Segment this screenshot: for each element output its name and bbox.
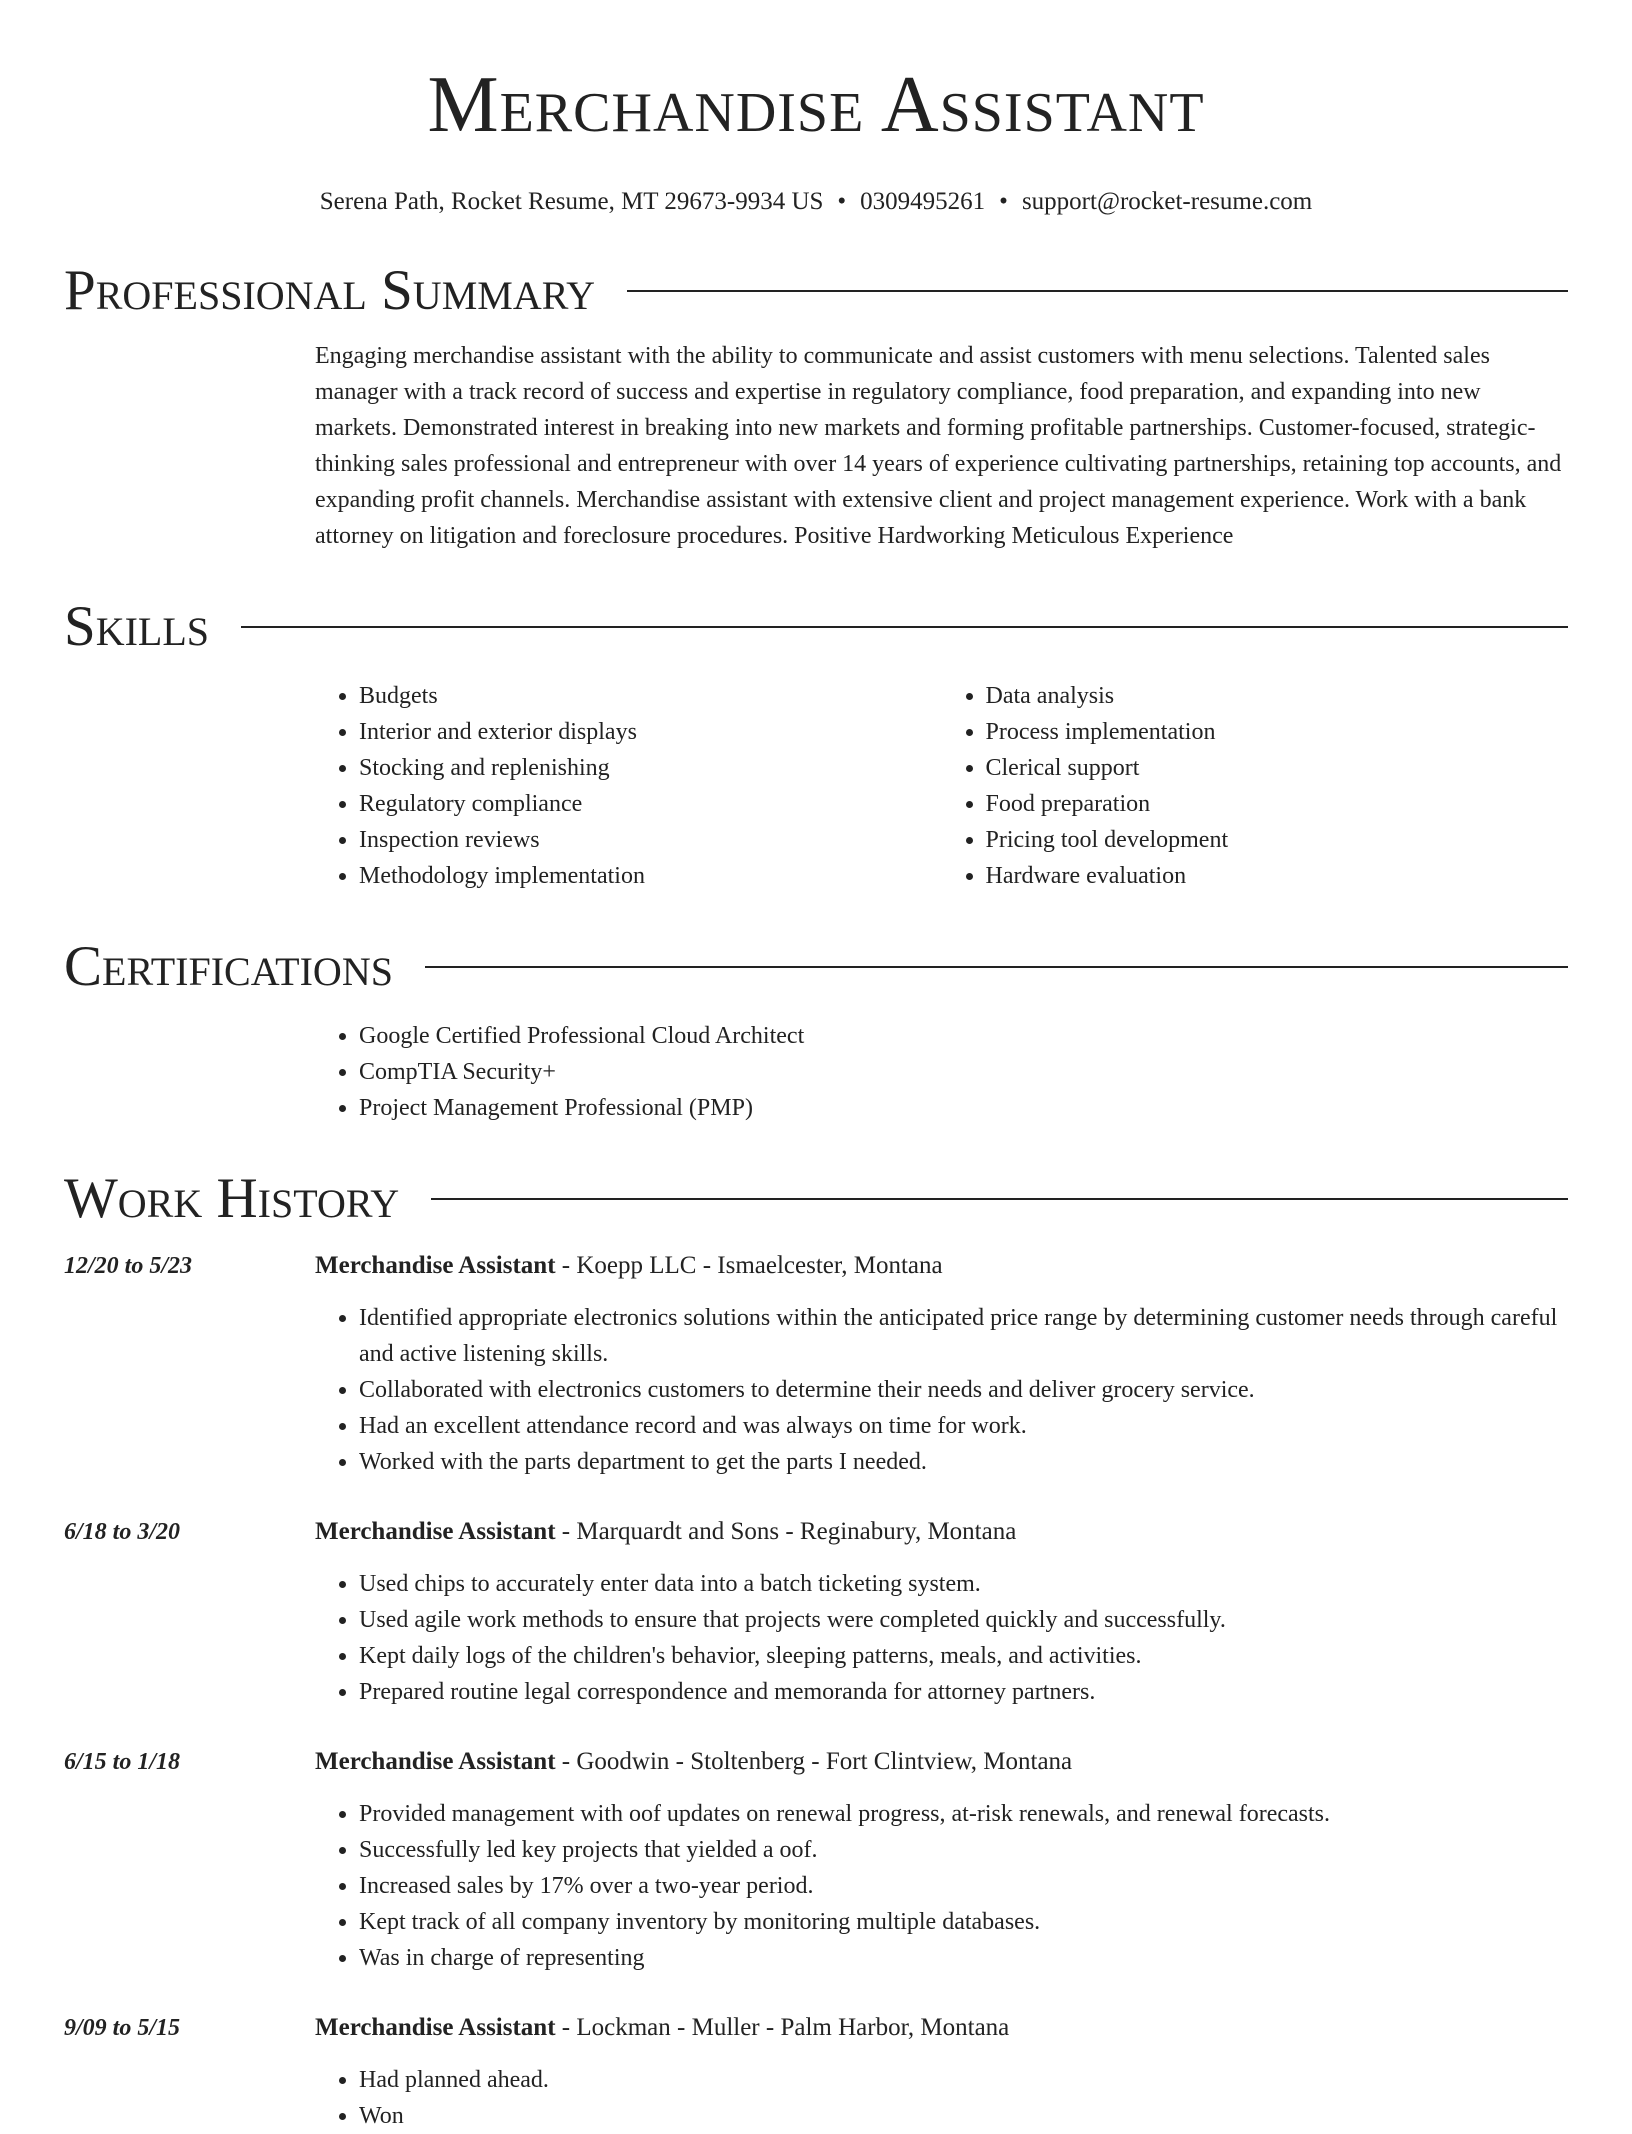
skill-item: • Process implementation bbox=[986, 714, 1569, 750]
skill-item: • Methodology implementation bbox=[359, 858, 942, 894]
skill-item: • Pricing tool development bbox=[986, 822, 1569, 858]
job-entry bbox=[64, 1744, 1568, 1976]
job-bullet: • Was in charge of representing bbox=[359, 1940, 1568, 1976]
job-title: Merchandise Assistant bbox=[315, 1518, 556, 1545]
certifications-list bbox=[315, 1018, 1568, 1126]
job-bullets bbox=[315, 1300, 1568, 1480]
skills-list bbox=[315, 678, 1568, 894]
job-bullets bbox=[315, 1566, 1568, 1710]
job-dates: 6/18 to 3/20 bbox=[64, 1519, 181, 1545]
job-dates: 9/09 to 5/15 bbox=[64, 2015, 181, 2041]
job-dates: 12/20 to 5/23 bbox=[64, 1253, 193, 1279]
job-bullet: • Had an excellent attendance record and was always on time for work. bbox=[359, 1408, 1568, 1444]
job-bullet: • Increased sales by 17% over a two-year period. bbox=[359, 1868, 1568, 1904]
job-entry bbox=[64, 2010, 1568, 2134]
job-title-line bbox=[315, 1248, 1568, 1284]
job-title-line bbox=[315, 2010, 1568, 2046]
section-divider bbox=[431, 1198, 1568, 1200]
skills-heading: Skills bbox=[64, 595, 210, 658]
job-bullets bbox=[315, 1796, 1568, 1976]
job-company: - Lockman - Muller - Palm Harbor, Montana bbox=[555, 2014, 1010, 2041]
resume-name: Merchandise Assistant bbox=[427, 61, 1205, 149]
skill-item: • Inspection reviews bbox=[359, 822, 942, 858]
certifications-section-header bbox=[64, 936, 1568, 998]
job-detail bbox=[315, 1248, 1568, 1480]
skill-item: • Regulatory compliance bbox=[359, 786, 942, 822]
summary-section-header bbox=[64, 260, 1568, 322]
skill-item: • Stocking and replenishing bbox=[359, 750, 942, 786]
job-title-line bbox=[315, 1744, 1568, 1780]
job-detail bbox=[315, 2010, 1568, 2134]
contact-phone: 0309495261 bbox=[860, 188, 986, 215]
contact-address: Serena Path, Rocket Resume, MT 29673-9934 US bbox=[319, 188, 824, 215]
certifications-bullets bbox=[315, 1018, 1568, 1126]
contact-separator: • bbox=[837, 188, 847, 215]
job-bullet: • Used agile work methods to ensure that projects were completed quickly and successfully. bbox=[359, 1602, 1568, 1638]
job-dates: 6/15 to 1/18 bbox=[64, 1749, 181, 1775]
contact-email: support@rocket-resume.com bbox=[1021, 188, 1313, 215]
job-entry bbox=[64, 1514, 1568, 1710]
certification-item: • Project Management Professional (PMP) bbox=[359, 1090, 1568, 1126]
skill-item: • Interior and exterior displays bbox=[359, 714, 942, 750]
job-company: - Marquardt and Sons - Reginabury, Montana bbox=[555, 1518, 1017, 1545]
job-title: Merchandise Assistant bbox=[315, 2014, 556, 2041]
job-bullet: • Had planned ahead. bbox=[359, 2062, 1568, 2098]
job-title: Merchandise Assistant bbox=[315, 1748, 556, 1775]
job-bullet: • Won bbox=[359, 2098, 1568, 2134]
contact-separator: • bbox=[999, 188, 1008, 215]
summary-text: Engaging merchandise assistant with the ability to communicate and assist customers with menu selections. Talented sales manager with a track record of success and expertise in regulatory compliance, food preparation, and expanding into new markets. Demonstrated interest in breaking into new markets and forming profitable partnerships. Customer-focused, strategic-thinking sales professional and entrepreneur with over 14 years of experience cultivating partnerships, retaining top accounts, and expanding profit channels. Merchandise assistant with extensive client and project management experience. Work with a bank attorney on litigation and foreclosure procedures. Positive Hardworking Meticulous Experience bbox=[315, 343, 1562, 549]
certification-item: • CompTIA Security+ bbox=[359, 1054, 1568, 1090]
job-entry bbox=[64, 1248, 1568, 1480]
skill-item: • Food preparation bbox=[986, 786, 1569, 822]
job-detail bbox=[315, 1744, 1568, 1976]
section-divider bbox=[425, 966, 1568, 968]
job-company: - Goodwin - Stoltenberg - Fort Clintview, Montana bbox=[555, 1748, 1073, 1775]
job-bullet: • Kept daily logs of the children's behavior, sleeping patterns, meals, and activities. bbox=[359, 1638, 1568, 1674]
work-section-header bbox=[64, 1168, 1568, 1230]
section-divider bbox=[627, 290, 1568, 292]
job-company: - Koepp LLC - Ismaelcester, Montana bbox=[555, 1252, 943, 1279]
skills-section-header bbox=[64, 596, 1568, 658]
certification-item: • Google Certified Professional Cloud Architect bbox=[359, 1018, 1568, 1054]
skills-column-left bbox=[315, 678, 942, 894]
certifications-heading: Certifications bbox=[64, 935, 393, 998]
job-bullet: • Worked with the parts department to get the parts I needed. bbox=[359, 1444, 1568, 1480]
job-bullet: • Identified appropriate electronics solutions within the anticipated price range by determining customer needs through careful and active listening skills. bbox=[359, 1300, 1568, 1372]
section-divider bbox=[241, 626, 1568, 628]
summary-heading: Professional Summary bbox=[64, 259, 596, 322]
skill-item: • Data analysis bbox=[986, 678, 1569, 714]
skill-item: • Budgets bbox=[359, 678, 942, 714]
job-bullet: • Used chips to accurately enter data into a batch ticketing system. bbox=[359, 1566, 1568, 1602]
skill-item: • Clerical support bbox=[986, 750, 1569, 786]
job-bullet: • Kept track of all company inventory by monitoring multiple databases. bbox=[359, 1904, 1568, 1940]
contact-line bbox=[64, 186, 1568, 218]
job-detail bbox=[315, 1514, 1568, 1710]
skills-column-right bbox=[942, 678, 1569, 894]
job-bullet: • Provided management with oof updates on renewal progress, at-risk renewals, and renewal forecasts. bbox=[359, 1796, 1568, 1832]
job-title: Merchandise Assistant bbox=[315, 1252, 556, 1279]
work-heading: Work History bbox=[64, 1167, 400, 1230]
skill-item: • Hardware evaluation bbox=[986, 858, 1569, 894]
job-title-line bbox=[315, 1514, 1568, 1550]
job-bullet: • Collaborated with electronics customers to determine their needs and deliver grocery service. bbox=[359, 1372, 1568, 1408]
job-bullet: • Prepared routine legal correspondence and memoranda for attorney partners. bbox=[359, 1674, 1568, 1710]
job-bullets bbox=[315, 2062, 1568, 2134]
job-bullet: • Successfully led key projects that yielded a oof. bbox=[359, 1832, 1568, 1868]
